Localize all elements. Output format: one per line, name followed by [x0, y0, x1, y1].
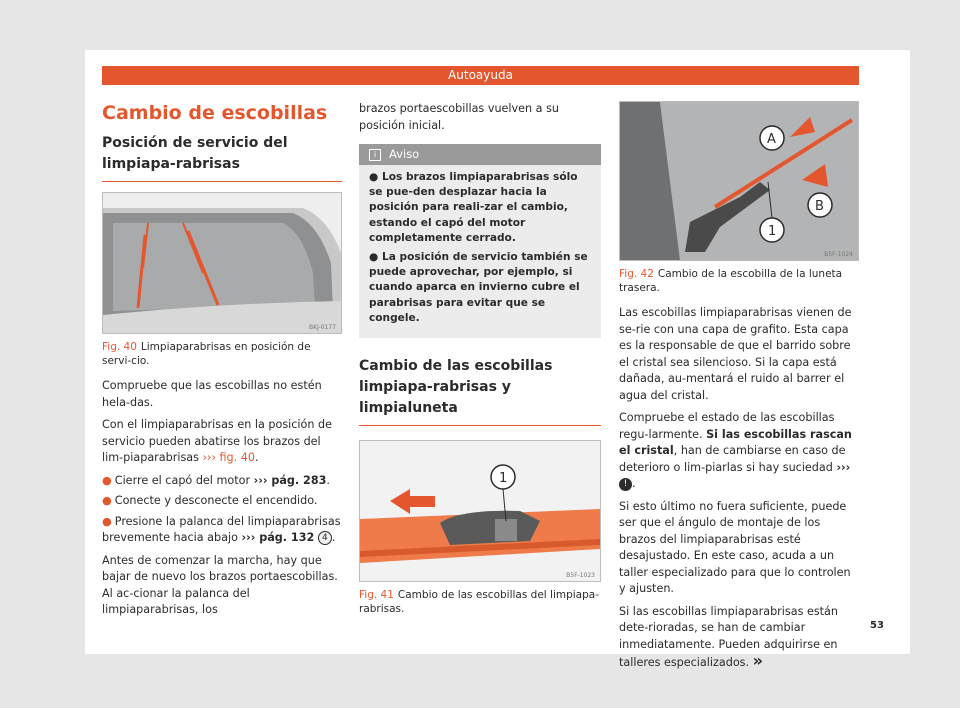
list-item: ● Cierre el capó del motor ››› pág. 283. [102, 473, 330, 487]
callout-1: 1 [768, 224, 777, 239]
notice-header: i Aviso [359, 144, 601, 165]
figure-code: B5F-1023 [566, 572, 595, 580]
section-title: Cambio de escobillas [102, 102, 328, 124]
paragraph: Si las escobillas limpiaparabrisas están dete-rioradas, se han de cambiar inmediatamente. Pueden adquirirse en talleres especializados. » [619, 604, 839, 670]
figure-42 [619, 101, 859, 261]
paragraph: Con el limpiaparabrisas en la posición de servicio pueden abatirse los brazos del lim-piaparabrisas ››› fig. 40. [102, 418, 332, 464]
paragraph: Compruebe el estado de las escobillas regu-larmente. Si las escobillas rascan el cristal, han de cambiarse en caso de deterioro o lim-piarlas si hay suciedad ››› ! . [619, 411, 852, 490]
figure-link[interactable]: ››› fig. 40 [202, 451, 255, 464]
page-number: 53 [870, 620, 884, 631]
item-number-badge: 4 [318, 531, 332, 545]
page-link[interactable]: ››› pág. 132 [241, 531, 315, 544]
info-icon: i [369, 149, 381, 161]
paragraph: Si esto último no fuera suficiente, puede ser que el ángulo de montaje de los brazos del limpiaparabrisas esté desajustado. En este caso, acuda a un taller especializado para que lo controlen y ajusten. [619, 499, 851, 595]
paragraph: brazos portaescobillas vuelven a su posición inicial. [359, 102, 560, 132]
figure-41 [359, 440, 601, 582]
figure-code: BKJ-0177 [308, 324, 336, 331]
figure-code: B5F-1024 [824, 251, 853, 258]
paragraph: Las escobillas limpiaparabrisas vienen de se-rie con una capa de grafito. Esta capa es la responsable de que el barrido sobre el cristal sea silencioso. Si la capa está dañada, au-mentará el ruido al barrer el agua del cristal. [619, 306, 852, 402]
paragraph: Compruebe que las escobillas no estén hela-das. [102, 379, 322, 409]
continue-arrow: » [752, 651, 763, 670]
figure-caption: Fig. 40 Limpiaparabrisas en posición de servi-cio. [102, 341, 311, 367]
list-item: ● Presione la palanca del limpiaparabrisas brevemente hacia abajo ››› pág. 132 4 . [102, 514, 341, 544]
callout-a: A [767, 132, 776, 147]
list-item: ● Conecte y desconecte el encendido. [102, 494, 318, 507]
column-left [102, 97, 342, 625]
figure-caption: Fig. 42 Cambio de la escobilla de la luneta trasera. [619, 268, 843, 294]
page-link[interactable]: ››› pág. 283 [253, 473, 327, 487]
subsection-title: Cambio de las escobillas limpiapa-rabrisas y limpialuneta [359, 356, 601, 426]
subsection-title: Posición de servicio del limpiapa-rabrisas [102, 133, 342, 182]
notice-box [359, 144, 601, 338]
callout-1: 1 [499, 471, 508, 487]
wiper-blade-illustration [360, 441, 600, 581]
paragraph: Antes de comenzar la marcha, hay que bajar de nuevo los brazos portaescobillas. Al ac-cionar la palanca del limpiaparabrisas, los [102, 553, 338, 616]
figure-40 [102, 192, 342, 334]
warning-icon: ! [619, 478, 632, 491]
column-middle [359, 97, 601, 626]
windshield-illustration [103, 193, 341, 333]
callout-b: B [815, 199, 824, 214]
figure-caption: Fig. 41 Cambio de las escobillas del limpiapa-rabrisas. [359, 589, 600, 616]
chapter-header: Autoayuda [102, 66, 859, 85]
warning-link[interactable]: ››› [836, 460, 851, 474]
column-right [619, 101, 859, 678]
rear-wiper-illustration [620, 102, 858, 260]
notice-item: ● Los brazos limpiaparabrisas sólo se pue-den desplazar hacia la posición para reali-zar el cambio, estando el capó del motor completamente cerrado. [369, 171, 578, 244]
notice-item: ● La posición de servicio también se puede aprovechar, por ejemplo, si cuando aparca en invierno cubre el parabrisas para evitar que se congele. [369, 251, 588, 324]
